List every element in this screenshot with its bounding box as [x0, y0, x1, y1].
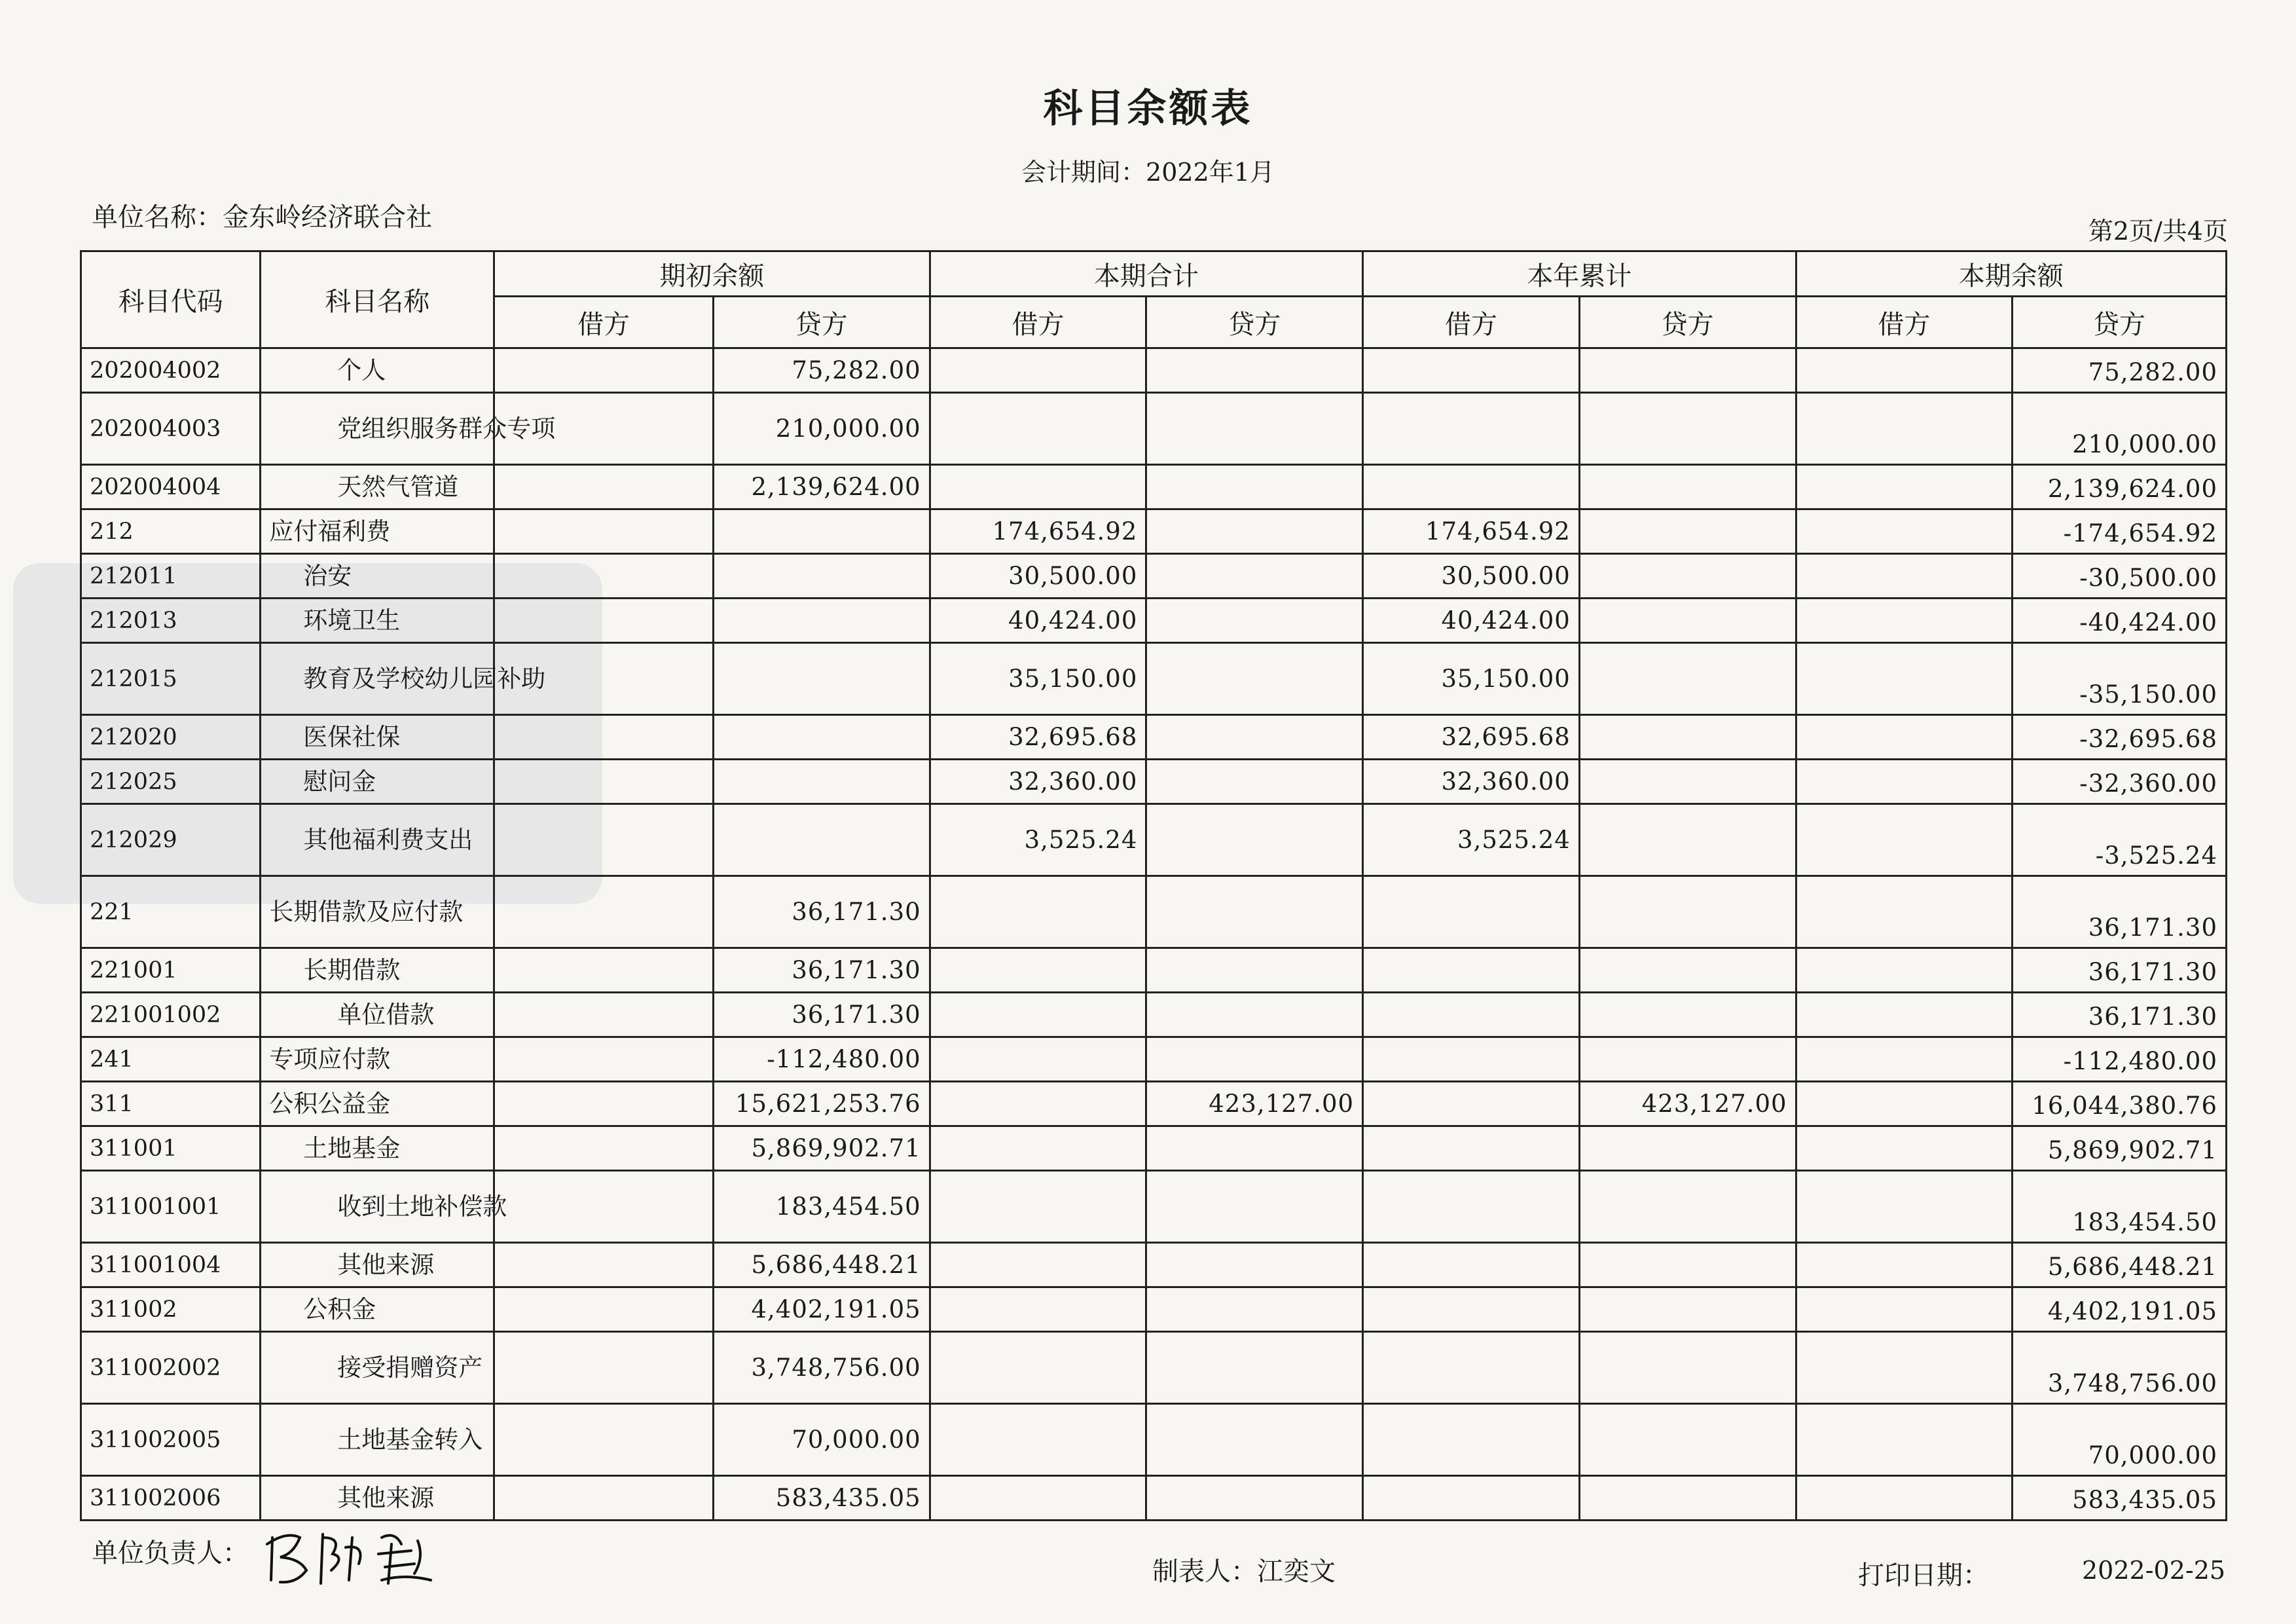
ytd-cr-cell — [1579, 348, 1796, 393]
ytd-cr-cell — [1579, 554, 1796, 599]
header-debit: 借方 — [494, 297, 714, 348]
table-row — [81, 760, 2227, 804]
end-cr-cell: 4,402,191.05 — [2013, 1287, 2227, 1332]
table-row — [81, 804, 2227, 876]
account-name: 单位借款 — [261, 993, 494, 1037]
cur-dr-cell — [930, 1037, 1146, 1082]
end-dr-cell — [1796, 1171, 2013, 1243]
cur-dr-cell — [930, 876, 1146, 948]
cur-cr-cell — [1146, 554, 1363, 599]
ytd-dr-cell — [1363, 393, 1580, 465]
cur-dr-cell — [930, 1243, 1146, 1287]
accounting-period: 会计期间：2022年1月 — [1021, 158, 1275, 187]
end-dr-cell — [1796, 1476, 2013, 1521]
ytd-dr-cell — [1363, 993, 1580, 1037]
open-dr-cell — [494, 599, 714, 643]
end-dr-cell — [1796, 1243, 2013, 1287]
open-cr-cell: 15,621,253.76 — [713, 1082, 930, 1126]
ytd-cr-cell — [1579, 876, 1796, 948]
print-date-label: 打印日期： — [1858, 1560, 1989, 1591]
account-name: 治安 — [261, 554, 494, 599]
ytd-cr-cell — [1579, 1037, 1796, 1082]
open-dr-cell — [494, 993, 714, 1037]
open-cr-cell — [713, 509, 930, 554]
ytd-dr-cell — [1363, 1287, 1580, 1332]
table-row — [81, 715, 2227, 760]
account-name: 应付福利费 — [261, 509, 494, 554]
ytd-cr-cell — [1579, 1476, 1796, 1521]
open-cr-cell: 583,435.05 — [713, 1476, 930, 1521]
cur-dr-cell: 40,424.00 — [930, 599, 1146, 643]
print-date: 2022-02-25 — [2082, 1556, 2226, 1585]
open-cr-cell: 210,000.00 — [713, 393, 930, 465]
ytd-cr-cell — [1579, 1126, 1796, 1171]
account-name: 其他福利费支出 — [261, 804, 494, 876]
table-row — [81, 393, 2227, 465]
end-dr-cell — [1796, 599, 2013, 643]
page-number: 第2页/共4页 — [2088, 217, 2228, 246]
balance-table — [80, 250, 2227, 1521]
open-dr-cell — [494, 1332, 714, 1404]
end-dr-cell — [1796, 1287, 2013, 1332]
open-dr-cell — [494, 509, 714, 554]
account-name: 环境卫生 — [261, 599, 494, 643]
account-code: 202004004 — [81, 465, 261, 509]
open-cr-cell: 5,686,448.21 — [713, 1243, 930, 1287]
cur-dr-cell — [930, 1332, 1146, 1404]
account-code: 311002006 — [81, 1476, 261, 1521]
cur-cr-cell — [1146, 715, 1363, 760]
table-row — [81, 1404, 2227, 1476]
account-name: 专项应付款 — [261, 1037, 494, 1082]
header-credit: 贷方 — [713, 297, 930, 348]
ytd-dr-cell — [1363, 1476, 1580, 1521]
account-name: 党组织服务群众专项 — [261, 393, 494, 465]
cur-cr-cell — [1146, 348, 1363, 393]
ytd-dr-cell — [1363, 348, 1580, 393]
table-row — [81, 1243, 2227, 1287]
account-name: 医保社保 — [261, 715, 494, 760]
open-dr-cell — [494, 1126, 714, 1171]
ytd-cr-cell — [1579, 948, 1796, 993]
end-cr-cell: 210,000.00 — [2013, 393, 2227, 465]
cur-cr-cell — [1146, 993, 1363, 1037]
account-code: 311001004 — [81, 1243, 261, 1287]
open-dr-cell — [494, 948, 714, 993]
table-row — [81, 948, 2227, 993]
account-code: 311002 — [81, 1287, 261, 1332]
cur-cr-cell: 423,127.00 — [1146, 1082, 1363, 1126]
account-name: 慰问金 — [261, 760, 494, 804]
cur-cr-cell — [1146, 1171, 1363, 1243]
cur-dr-cell: 32,360.00 — [930, 760, 1146, 804]
account-code: 241 — [81, 1037, 261, 1082]
table-row — [81, 465, 2227, 509]
cur-cr-cell — [1146, 393, 1363, 465]
account-name: 公积公益金 — [261, 1082, 494, 1126]
open-dr-cell — [494, 1287, 714, 1332]
cur-cr-cell — [1146, 509, 1363, 554]
open-cr-cell: 183,454.50 — [713, 1171, 930, 1243]
open-dr-cell — [494, 715, 714, 760]
ytd-dr-cell — [1363, 1243, 1580, 1287]
end-dr-cell — [1796, 554, 2013, 599]
ytd-cr-cell — [1579, 1287, 1796, 1332]
ytd-cr-cell — [1579, 760, 1796, 804]
account-name: 土地基金 — [261, 1126, 494, 1171]
ytd-dr-cell — [1363, 1404, 1580, 1476]
table-maker: 制表人：江奕文 — [1152, 1557, 1336, 1587]
cur-cr-cell — [1146, 465, 1363, 509]
end-cr-cell: -32,360.00 — [2013, 760, 2227, 804]
open-dr-cell — [494, 804, 714, 876]
account-code: 202004003 — [81, 393, 261, 465]
cur-cr-cell — [1146, 804, 1363, 876]
open-dr-cell — [494, 348, 714, 393]
cur-cr-cell — [1146, 948, 1363, 993]
open-cr-cell — [713, 760, 930, 804]
cur-cr-cell — [1146, 1126, 1363, 1171]
cur-cr-cell — [1146, 1404, 1363, 1476]
table-row — [81, 599, 2227, 643]
cur-dr-cell — [930, 1126, 1146, 1171]
ytd-cr-cell: 423,127.00 — [1579, 1082, 1796, 1126]
end-cr-cell: 70,000.00 — [2013, 1404, 2227, 1476]
cur-cr-cell — [1146, 599, 1363, 643]
account-code: 202004002 — [81, 348, 261, 393]
ytd-cr-cell — [1579, 643, 1796, 715]
end-dr-cell — [1796, 948, 2013, 993]
ytd-dr-cell: 32,695.68 — [1363, 715, 1580, 760]
cur-cr-cell — [1146, 1287, 1363, 1332]
table-row — [81, 1287, 2227, 1332]
ytd-dr-cell — [1363, 1171, 1580, 1243]
account-code: 212025 — [81, 760, 261, 804]
open-dr-cell — [494, 1037, 714, 1082]
open-dr-cell — [494, 760, 714, 804]
cur-dr-cell — [930, 1171, 1146, 1243]
end-cr-cell: 3,748,756.00 — [2013, 1332, 2227, 1404]
account-code: 212 — [81, 509, 261, 554]
header-code: 科目代码 — [81, 251, 261, 348]
cur-dr-cell: 3,525.24 — [930, 804, 1146, 876]
end-dr-cell — [1796, 643, 2013, 715]
header-debit: 借方 — [1796, 297, 2013, 348]
table-row — [81, 643, 2227, 715]
header-year-cumulative: 本年累计 — [1363, 251, 1796, 297]
cur-dr-cell — [930, 948, 1146, 993]
account-name: 长期借款 — [261, 948, 494, 993]
end-dr-cell — [1796, 993, 2013, 1037]
end-cr-cell: -40,424.00 — [2013, 599, 2227, 643]
open-cr-cell: 36,171.30 — [713, 876, 930, 948]
ytd-cr-cell — [1579, 599, 1796, 643]
open-cr-cell: 3,748,756.00 — [713, 1332, 930, 1404]
header-opening-balance: 期初余额 — [494, 251, 930, 297]
end-dr-cell — [1796, 348, 2013, 393]
account-name: 公积金 — [261, 1287, 494, 1332]
header-debit: 借方 — [1363, 297, 1580, 348]
account-name: 接受捐赠资产 — [261, 1332, 494, 1404]
ytd-dr-cell — [1363, 876, 1580, 948]
cur-cr-cell — [1146, 1243, 1363, 1287]
open-cr-cell: 75,282.00 — [713, 348, 930, 393]
header-name: 科目名称 — [261, 251, 494, 348]
ytd-dr-cell — [1363, 948, 1580, 993]
end-cr-cell: 5,869,902.71 — [2013, 1126, 2227, 1171]
ytd-dr-cell: 32,360.00 — [1363, 760, 1580, 804]
account-name: 教育及学校幼儿园补助 — [261, 643, 494, 715]
open-dr-cell — [494, 1404, 714, 1476]
account-code: 212015 — [81, 643, 261, 715]
end-cr-cell: -32,695.68 — [2013, 715, 2227, 760]
table-row — [81, 1332, 2227, 1404]
end-cr-cell: 36,171.30 — [2013, 948, 2227, 993]
cur-cr-cell — [1146, 876, 1363, 948]
cur-cr-cell — [1146, 1476, 1363, 1521]
ytd-cr-cell — [1579, 993, 1796, 1037]
account-code: 311 — [81, 1082, 261, 1126]
open-cr-cell: 5,869,902.71 — [713, 1126, 930, 1171]
account-code: 311001 — [81, 1126, 261, 1171]
open-dr-cell — [494, 876, 714, 948]
cur-cr-cell — [1146, 1332, 1363, 1404]
open-cr-cell — [713, 599, 930, 643]
cur-dr-cell — [930, 1287, 1146, 1332]
responsible-label: 单位负责人： — [92, 1538, 249, 1568]
cur-dr-cell — [930, 393, 1146, 465]
ytd-cr-cell — [1579, 1404, 1796, 1476]
end-cr-cell: 183,454.50 — [2013, 1171, 2227, 1243]
end-cr-cell: 75,282.00 — [2013, 348, 2227, 393]
table-row — [81, 348, 2227, 393]
table-row — [81, 1476, 2227, 1521]
account-code: 221001 — [81, 948, 261, 993]
cur-dr-cell: 32,695.68 — [930, 715, 1146, 760]
ytd-dr-cell: 3,525.24 — [1363, 804, 1580, 876]
ytd-cr-cell — [1579, 1332, 1796, 1404]
end-dr-cell — [1796, 715, 2013, 760]
open-cr-cell — [713, 554, 930, 599]
end-cr-cell: -35,150.00 — [2013, 643, 2227, 715]
ytd-dr-cell — [1363, 1082, 1580, 1126]
open-cr-cell: 4,402,191.05 — [713, 1287, 930, 1332]
end-cr-cell: 583,435.05 — [2013, 1476, 2227, 1521]
open-cr-cell — [713, 643, 930, 715]
cur-dr-cell — [930, 465, 1146, 509]
account-code: 212029 — [81, 804, 261, 876]
account-code: 221 — [81, 876, 261, 948]
ytd-cr-cell — [1579, 1171, 1796, 1243]
account-name: 个人 — [261, 348, 494, 393]
account-code: 212020 — [81, 715, 261, 760]
end-dr-cell — [1796, 1037, 2013, 1082]
end-cr-cell: -174,654.92 — [2013, 509, 2227, 554]
open-cr-cell — [713, 715, 930, 760]
cur-dr-cell: 30,500.00 — [930, 554, 1146, 599]
open-dr-cell — [494, 1171, 714, 1243]
handwritten-signature — [261, 1518, 457, 1590]
end-cr-cell: 2,139,624.00 — [2013, 465, 2227, 509]
table-body — [81, 348, 2227, 1521]
end-dr-cell — [1796, 1082, 2013, 1126]
account-name: 长期借款及应付款 — [261, 876, 494, 948]
table-row — [81, 876, 2227, 948]
ytd-cr-cell — [1579, 715, 1796, 760]
ytd-dr-cell — [1363, 1332, 1580, 1404]
end-cr-cell: -30,500.00 — [2013, 554, 2227, 599]
account-code: 212013 — [81, 599, 261, 643]
account-name: 收到土地补偿款 — [261, 1171, 494, 1243]
header-ending-balance: 本期余额 — [1796, 251, 2226, 297]
ytd-dr-cell — [1363, 1126, 1580, 1171]
table-row — [81, 509, 2227, 554]
end-dr-cell — [1796, 1404, 2013, 1476]
cur-dr-cell: 35,150.00 — [930, 643, 1146, 715]
table-row — [81, 993, 2227, 1037]
end-dr-cell — [1796, 804, 2013, 876]
ytd-cr-cell — [1579, 1243, 1796, 1287]
open-dr-cell — [494, 1243, 714, 1287]
cur-dr-cell — [930, 1476, 1146, 1521]
end-dr-cell — [1796, 1126, 2013, 1171]
cur-cr-cell — [1146, 1037, 1363, 1082]
end-dr-cell — [1796, 876, 2013, 948]
account-name: 其他来源 — [261, 1476, 494, 1521]
table-row — [81, 554, 2227, 599]
end-dr-cell — [1796, 393, 2013, 465]
cur-dr-cell — [930, 993, 1146, 1037]
document-title: 科目余额表 — [1043, 86, 1253, 132]
account-code: 311001001 — [81, 1171, 261, 1243]
open-dr-cell — [494, 554, 714, 599]
ytd-dr-cell: 35,150.00 — [1363, 643, 1580, 715]
cur-dr-cell — [930, 1082, 1146, 1126]
end-cr-cell: 36,171.30 — [2013, 876, 2227, 948]
header-credit: 贷方 — [1579, 297, 1796, 348]
header-credit: 贷方 — [1146, 297, 1363, 348]
header-debit: 借方 — [930, 297, 1146, 348]
open-cr-cell: 36,171.30 — [713, 993, 930, 1037]
ytd-dr-cell — [1363, 1037, 1580, 1082]
account-name: 天然气管道 — [261, 465, 494, 509]
cur-dr-cell: 174,654.92 — [930, 509, 1146, 554]
table-row — [81, 1082, 2227, 1126]
end-cr-cell: -3,525.24 — [2013, 804, 2227, 876]
ytd-dr-cell: 30,500.00 — [1363, 554, 1580, 599]
cur-cr-cell — [1146, 760, 1363, 804]
end-cr-cell: -112,480.00 — [2013, 1037, 2227, 1082]
cur-dr-cell — [930, 1404, 1146, 1476]
end-cr-cell: 36,171.30 — [2013, 993, 2227, 1037]
open-dr-cell — [494, 1476, 714, 1521]
end-dr-cell — [1796, 1332, 2013, 1404]
cur-cr-cell — [1146, 643, 1363, 715]
open-cr-cell: 2,139,624.00 — [713, 465, 930, 509]
open-cr-cell — [713, 804, 930, 876]
account-code: 311002005 — [81, 1404, 261, 1476]
header-credit: 贷方 — [2013, 297, 2227, 348]
ytd-dr-cell — [1363, 465, 1580, 509]
ytd-cr-cell — [1579, 509, 1796, 554]
end-dr-cell — [1796, 465, 2013, 509]
open-cr-cell: -112,480.00 — [713, 1037, 930, 1082]
header-period-total: 本期合计 — [930, 251, 1362, 297]
end-cr-cell: 16,044,380.76 — [2013, 1082, 2227, 1126]
open-dr-cell — [494, 465, 714, 509]
open-dr-cell — [494, 1082, 714, 1126]
ytd-dr-cell: 40,424.00 — [1363, 599, 1580, 643]
end-cr-cell: 5,686,448.21 — [2013, 1243, 2227, 1287]
ytd-dr-cell: 174,654.92 — [1363, 509, 1580, 554]
account-code: 221001002 — [81, 993, 261, 1037]
table-row — [81, 1126, 2227, 1171]
table-row — [81, 1037, 2227, 1082]
ytd-cr-cell — [1579, 465, 1796, 509]
open-cr-cell: 36,171.30 — [713, 948, 930, 993]
ytd-cr-cell — [1579, 393, 1796, 465]
end-dr-cell — [1796, 760, 2013, 804]
account-name: 土地基金转入 — [261, 1404, 494, 1476]
cur-dr-cell — [930, 348, 1146, 393]
account-code: 311002002 — [81, 1332, 261, 1404]
table-row — [81, 1171, 2227, 1243]
account-name: 其他来源 — [261, 1243, 494, 1287]
unit-name: 单位名称：金东岭经济联合社 — [92, 202, 432, 232]
ytd-cr-cell — [1579, 804, 1796, 876]
end-dr-cell — [1796, 509, 2013, 554]
account-code: 212011 — [81, 554, 261, 599]
open-cr-cell: 70,000.00 — [713, 1404, 930, 1476]
